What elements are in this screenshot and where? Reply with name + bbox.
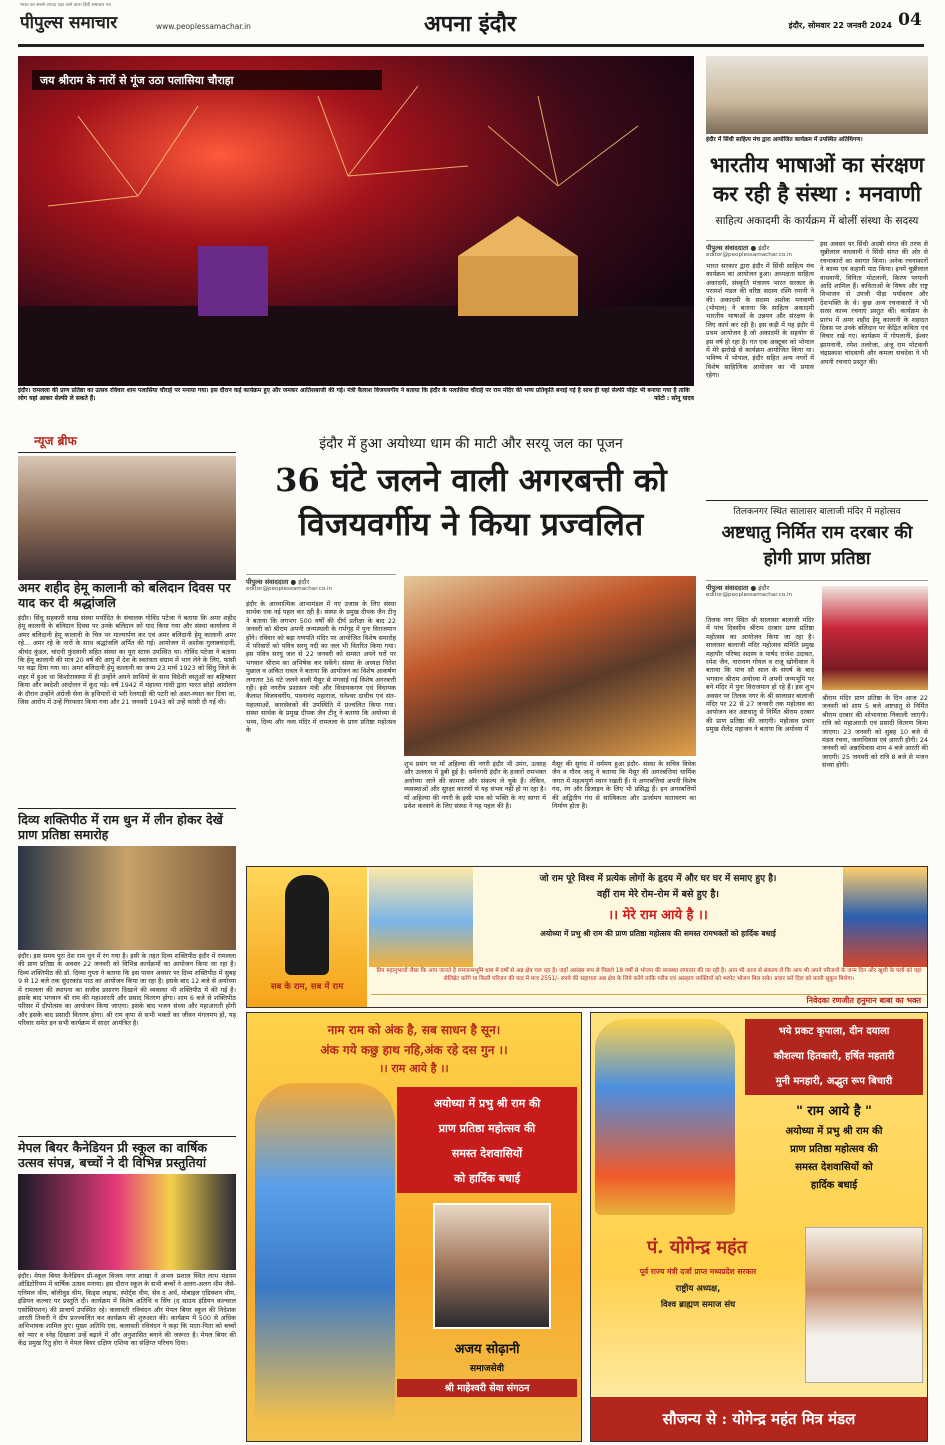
lead-photo-credit: फोटो : सोनू यादव <box>654 395 694 402</box>
masthead-tagline: भारत का सबसे ज्यादा पढ़ा जाने वाला हिंदी समाचार पत्र <box>20 3 111 8</box>
yogendra-verse-box <box>745 1019 923 1095</box>
ad-ram-line1: जो राम पूरे विश्व में प्रत्येक लोगों के हृदय में और घर घर में समाए हुए है। <box>539 874 777 884</box>
ram-portrait <box>369 867 473 967</box>
ajay-name: अजय सोढ़ानी <box>454 1342 520 1357</box>
main-story-kicker: इंदौर में हुआ अयोध्या धाम की माटी और सरयू जल का पूजन <box>319 436 623 452</box>
yogendra-verse1: भये प्रकट कृपाला, दीन दयाला <box>778 1026 890 1037</box>
byline-city: इंदौर <box>298 578 310 586</box>
yogendra-wish4: हार्दिक बधाई <box>810 1180 858 1191</box>
right-story-2-headline: अष्टधातु निर्मित राम दरबार की होगी प्राण प्रतिष्ठा <box>721 523 913 569</box>
main-story-byline: पीपुल्स संवाददाता ● इंदौर editor@peoplessamachar.co.in <box>246 574 396 594</box>
main-story-col1 <box>246 600 396 862</box>
right-story-2-col1 <box>706 616 814 860</box>
lead-photo-caption <box>18 387 694 406</box>
ajay-greeting-box <box>397 1087 577 1193</box>
ajay-wish1: अयोध्या में प्रभु श्री राम की <box>433 1097 541 1110</box>
ajay-verse3: ।। राम आये है ।। <box>379 1062 449 1075</box>
ram-archer-illustration <box>255 1083 395 1423</box>
right-story-1-headline: भारतीय भाषाओं का संरक्षण कर रही है संस्था : मनवाणी <box>709 152 925 206</box>
section-title: अपना इंदौर <box>423 11 517 37</box>
col1-text: इंदौर के आध्यात्मिक आभामंडल में नए उजास के लिए संस्था सार्थक एक नई पहल कर रही है। संस्था के प्रमुख दीपक जैन टीनू ने बताया कि लगभग 500 वर्षों की दीर्घ प्रतीक्षा के बाद 22 जनवरी को श्रीराम अपनी जन्मस्थली के गर्भगृह में पुनः विराजमान होंगे। रविवार को बड़ा गणपति मंदिर पर आयोजित विशेष समारोह में परिवारों को पवित्र सरयू नदी का जल भी वितरित किया गया। इस पवित्र सरयू जल से 22 जनवरी को समस्त अपने घरों पर भगवान श्रीराम का अभिषेक कर सकेंगे। संस्था के अध्यक्ष नितेश मुछाल व अंकित रावल ने बताया कि आयोजन का विशेष आकर्षण लगातार 36 घंटे जलने वाली मैसूर से मंगवाई गई विशेष अगरबत्ती रही। इसे नगरीय प्रशासन मंत्री और विधायकगण एवं विधायक कैलाश विजयवर्गीय, पवनानंद महाराज, घनेश्वर दाधीच एवं संत-महात्माओं, कारसेवकों की उपस्थिति में प्रज्वलित किया गया। <box>246 600 396 709</box>
ad-ram-body: प्रिय महानुभावों जैसा कि आप जानते है रामजन्मभूमि धाम में वर्षों से अन्न क्षेत्र चल रहा है। जहाँ असंख्य रूप से पिछले 18 वर्षों से भोजन की व्यवस्था लगातार की जा रही है। आप भी आज से संकल्प लें कि आप भी अपने परिजनों के जन्म दिन और खुशी के पलों को वहां सेलिब्रेट करेंगे या किसी परिजन की याद में मात्र 2551/- रुपये की सहायता अन्न क्षेत्र के लिये करेंगे ताकि गरीब एवं असहाय व्यक्तियों को भरपेट भोजन मिल सके। प्रचार करें दिल को कापी सुकून मिलेगा। <box>376 968 922 983</box>
right-story-1 <box>706 56 928 496</box>
ad-ram-line3: ।। मेरे राम आये है ।। <box>608 908 708 923</box>
masthead-rule <box>18 44 924 47</box>
ad-ram-line4: अयोध्या में प्रभु श्री राम की प्राण प्रतिष्ठा महोत्सव की समस्त रामभक्तों को हार्दिक बधाई <box>540 929 776 938</box>
yogendra-line3: विश्व ब्राह्मण समाज संघ <box>660 1300 736 1310</box>
brief-2-body: इंदौर। इस समय पूरा देश राम धुन में रंग गया है। इसी के तहत दिव्य शक्तिपीठ इंदौर में रामलला की प्राण प्रतिष्ठा के अवसर 22 जनवरी को विभिन्न कार्यक्रमों का आयोजन किया जा रहा है। दिव्य शक्तिपीठ की डॉ. दिव्या गुप्ता ने बताया कि इस पावन अवसर पर दिव्य शक्तिपीठ में सुबह 9 से 12 बजे तक सुंदरकांड पाठ का आयोजन किया जा रहा है। इसके बाद 12 बजे से अयोध्या में रामलला की स्थापना का सजीव प्रसारण दिखाने की व्यवस्था भी शक्तिपीठ में की गई है। इसके बाद भगवान श्री राम की महाआरती और प्रसाद वितरण होगा। शाम 6 बजे से शक्तिपीठ परिसर में दीपोत्सव का आयोजन किया जाएगा। इसके बाद भजन संध्या और महाआरती होगी और इसके बाद प्रसादी वितरण होगा। श्री राम कृपा से सभी भक्तों का जीवन मंगलमय हो, यह परिवार समेत इन सभी कार्यक्रम में सादर आमंत्रित है। <box>18 952 236 1028</box>
right-story-1-col2: इस अवसर पर सिंधी अदबी संगत की तरफ से चुन्नीलाल वाधवानी ने सिंधी संगत की ओर से रचनाकारों का स्वागत किया। अनेक रचनाकारों ने काव्य एवं कहानी पाठ किया। इनमें चुन्नीलाल वाधवानी, विनिता मोटलानी, किरण परयानी आदि शामिल हैं। कविताओं के विषय और राष्ट्र विभाजन से उपजी पीड़ा पर्यावरण और देशभक्ति के थे। कुछ अन्य रचनाकारों ने भी सरस काव्य रचनाएं प्रस्तुत कीं। कार्यक्रम के प्रारंभ में अमर शहीद हेमू कालानी के शहादत दिवस पर उनके बलिदान पर केंद्रित कविता एवं विचार रखे गए। कार्यक्रम में गोपलानी, ईश्वर झामनानी, रमेश तलरेजा, अंजू राम मोटवानी चंद्रप्रकाश चांदवानी और कमला सचदेवा ने भी अपनी रचनाएं प्रस्तुत की। <box>820 240 928 366</box>
brief-rule <box>18 452 236 453</box>
right-story-1-byline: पीपुल्स संवाददाता ● इंदौर editor@peoplessamachar.co.in <box>706 240 814 260</box>
right-story-2-rule <box>706 500 928 501</box>
brief-separator <box>18 808 236 809</box>
seminar-photo <box>706 56 928 134</box>
ajay-wish2: प्राण प्रतिष्ठा महोत्सव की <box>438 1122 536 1135</box>
brief-3-body: इंदौर। मेपल बियर कैनेडियन प्री-स्कूल विजय नगर शाखा ने अभय प्रशाल स्थित लाभ मंडपम ऑडिटोरियम में वार्षिक उत्सव मनाया। इस दौरान स्कूल के सभी बच्चों ने अलग-अलग थीम जैसे- एनिमल थीम, बॉलीवुड थीम, किड्स लाइफ, स्पोर्ट्स थीम, सेव द अर्थ, मोबाइल एडिक्शन थीम, इंडियन कल्चर पर प्रस्तुति दी। कार्यक्रम में विशेष अतिथि व सिंघ (द साउथ इंडियन कल्चरल एसोसिएशन) की प्राचार्य उपस्थित रहे। कलावती रविचंदन और मेपल बियर स्कूल की निदेशक आरती तिवारी ने दीप प्रज्ज्वलित कर कार्यक्रम की शुरुआत की। कार्यक्रम में 500 से अधिक अभिभावक शामिल हुए। मुख्य अतिथि एस, कलावती रविचंदन ने कहा कि माता-पिता को बच्चों को प्यार व स्नेह दिखाना उन्हें बढ़ाने में और अनुशासित बनाने की जरूरत है। मेपल बियर की केंद्र प्रमुख रितु होरा ने मेपल बियर दक्षिण एशिया का संक्षिप्त परिचय दिया। <box>18 1272 236 1348</box>
ad-ram-line2: वहीं राम मेरे रोम-रोम में बसे हुए है। <box>597 889 719 900</box>
ajay-wish3: समस्त देशवासियों <box>451 1147 523 1160</box>
ajay-wish4: को हार्दिक बधाई <box>453 1172 521 1185</box>
lead-photo <box>18 56 694 386</box>
website[interactable]: www.peoplessamachar.in <box>156 22 251 31</box>
ram-idol-panel <box>247 867 367 1007</box>
byline-name: पीपुल्स संवाददाता <box>706 584 749 592</box>
brief-2-photo <box>18 846 236 950</box>
masthead <box>0 0 945 48</box>
brief-label: न्यूज ब्रीफ <box>34 434 77 448</box>
ad-ajay-sodhani <box>246 1012 582 1442</box>
right-story-2-col2: श्रीराम मंदिर प्राण प्रतिष्ठा के दिन आज 22 जनवरी को शाम 5 बजे अष्टधातु से निर्मित श्रीराम दरबार की शोभायात्रा निकाली जाएगी। रात्रि को महाआरती एवं प्रसादी वितरण किया जाएगा। 23 जनवरी को सुबह 10 बजे से मंडल रचना, जलाधिवास एवं आरती होगी। 24 जनवरी को अन्नाधिवास शाम 4 बजे आरती की जाएगी। 25 जनवरी को रात्रि 8 बजे से भजन संध्या होगी। <box>822 694 928 770</box>
main-story-headline: 36 घंटे जलने वाली अगरबत्ती को विजयवर्गीय ने किया प्रज्वलित <box>275 461 667 543</box>
byline-name: पीपुल्स संवाददाता <box>706 244 749 252</box>
ram-idol-figure <box>285 875 329 975</box>
yogendra-line1: पूर्व राज्य मंत्री दर्जा प्राप्त मध्यप्रदेश सरकार <box>639 1267 757 1276</box>
brand-logo: पीपुल्स समाचार <box>20 13 118 33</box>
byline-name: पीपुल्स संवाददाता <box>246 578 289 586</box>
byline-city: इंदौर <box>758 244 770 252</box>
ram-darbar-photo <box>822 586 928 690</box>
page-number: 04 <box>898 10 922 30</box>
seminar-photo-caption: इंदौर में सिंधी साहित्य मंच द्वारा आयोजित कार्यक्रम में उपस्थित अतिथिगण। <box>706 137 863 143</box>
brief-2-headline: दिव्य शक्तिपीठ में राम धुन में लीन होकर देखें प्राण प्रतिष्ठा समारोह <box>18 812 223 842</box>
ajay-org: श्री माहेश्वरी सेवा संगठन <box>397 1379 577 1397</box>
yogendra-line2: राष्ट्रीय अध्यक्ष, <box>675 1284 721 1294</box>
brief-1-photo <box>18 456 236 580</box>
ad-yogendra-mahant <box>590 1012 928 1442</box>
right-story-1-subhead: साहित्य अकादमी के कार्यक्रम में बोलीं संस्था के सदस्य <box>715 215 919 227</box>
yogendra-name: पं. योगेन्द्र महंत <box>647 1237 747 1258</box>
news-brief-column <box>18 432 236 1442</box>
byline-email[interactable]: editor@peoplessamachar.co.in <box>706 592 793 598</box>
brief-3-photo <box>18 1174 236 1270</box>
col1-end: महोत्सव प्रचार प्रमुख शैलेंद्र महाजन ने बताया कि अयोध्या में <box>706 716 814 734</box>
brief-3-headline: मेपल बियर कैनेडियन प्री स्कूल का वार्षिक उत्सव संपन्न, बच्चों ने दी विभिन्न प्रस्तुतियां <box>18 1140 207 1170</box>
col1-end: संस्था सार्थक के प्रमुख दीपक जैन टीनू ने बताया कि अयोध्या से भव्य, दिव्य और नव्य मंदिर में रामलला के प्राण प्रतिष्ठा महोत्सव के <box>246 709 396 735</box>
lead-photo-banner: जय श्रीराम के नारों से गूंज उठा पलासिया चौराहा <box>32 70 382 90</box>
ajay-verse1: नाम राम को अंक है, सब साधन है सून। <box>327 1023 501 1037</box>
ajay-title: समाजसेवी <box>470 1364 504 1374</box>
ad-ram-bhakt <box>246 866 928 1008</box>
main-story-photo <box>404 576 696 756</box>
lead-photo-block <box>18 56 694 406</box>
brief-1-body: इंदौर। सिंधु सहकारी साख संस्था मर्यादित के संचालक गोविंद पटेजा ने बताया कि अमर शहीद हेमू कालानी के बलिदान दिवस पर उनके बलिदान को याद किया गया और संस्था कार्यालय में अमर बलिदानी हेमू कालानी के चित्र पर माल्यार्पण कर एवं अमर बलिदानी हेमू कालानी अमर रहे... अमर रहे के नारों के साथ श्रद्धांजलि अर्पित की गई। आयोजन में अशोक गुलाबचंदानी, श्रीचंद कुंडल, चांदनी फुंदवानी सहित संस्था का पूरा स्टाफ उपस्थित था। गोविंद पटेजा ने बताया कि हेमू कालानी की मात्र 20 वर्ष की आयु में देश के स्वतंत्रता संग्राम में भाग लेने के लिए, फांसी पर चढ़ा दिया गया था। अमर बलिदानी हेमू कालानी का जन्म 23 मार्च 1923 को सिंधु जिले के शहर में हुआ था किशोरावस्था में ही उन्होंने अपने साथियों के साथ विदेशी वस्तुओं का बहिष्कार किया और स्वदेशी आंदोलन में कूद पड़े। वर्ष 1942 में महात्मा गांधी द्वारा भारत छोड़ो आंदोलन के दौरान उन्होंने अंग्रेजी सेना के हथियारों से भरी रेलगाड़ी की पटरी को अस्त-व्यस्त कर दिया था, जिस आरोप में उन्हें गिरफ्तार किया गया और 21 जनवरी 1943 को उन्हें फांसी दी गई थी। <box>18 614 236 707</box>
main-story <box>246 432 696 862</box>
fireworks-illustration <box>18 56 694 386</box>
yogendra-verse3: मुनी मनहारी, अद्भुत रूप बिचारी <box>775 1076 893 1087</box>
brief-1-headline: अमर शहीद हेमू कालानी को बलिदान दिवस पर याद कर दी श्रद्धांजलि <box>18 580 231 610</box>
right-story-2 <box>706 500 928 860</box>
yogendra-portrait <box>805 1227 923 1383</box>
brief-separator <box>18 1136 236 1137</box>
right-story-2-kicker: तिलकनगर स्थित सालासर बालाजी मंदिर में महोत्सव <box>733 507 901 517</box>
yogendra-wish1: अयोध्या में प्रभु श्री राम की <box>785 1126 883 1137</box>
dateline: इंदौर, सोमवार 22 जनवरी 2024 <box>788 21 892 30</box>
ajay-verse2: अंक गये कछु हाथ नहि,अंक रहे दस गुन ।। <box>320 1043 508 1057</box>
lead-caption-text: इंदौर। रामलला की प्राण प्रतिष्ठा का उत्सव रविवार शाम पलासिया चौराहे पर मनाया गया। इस दौरान कई कार्यक्रम हुए और जमकर आतिशबाजी की गई। मंत्री कैलाश विजयवर्गीय ने बताया कि इंदौर के पलासिया चौराहे पर राम मंदिर की भव्य प्रतिकृति बनाई गई है साथ ही यहां सेल्फी पॉइंट भी बनाया गया है ताकि लोग यहां आकर सेल्फी ले सकते हैं। <box>18 387 690 402</box>
right-story-2-byline: पीपुल्स संवाददाता ● इंदौर editor@peoplessamachar.co.in <box>706 580 928 600</box>
ram-idol-caption: सब के राम, सब में राम <box>270 982 344 992</box>
right-story-1-col1: भारत सरकार द्वारा इंदौर में सिंधी साहित्य मंच कार्यक्रम का आयोजन हुआ। अध्यक्षता साहित्य अकादमी, संस्कृति मंत्रालय भारत सरकार के परामर्श मंडल की वरिष्ठ सदस्य रश्मि रमानी ने की। अकादमी के सदस्य अशोक मनवाणी (भोपाल) ने बताया कि साहित्य अकादमी भारतीय भाषाओं के उन्नयन और संरक्षण के लिए कार्य कर रही है। इस कड़ी में यह इंदौर में प्रथम आयोजन है जो अकादमी के सहयोग से इस वर्ष हो रहा है। गत एक अक्टूबर को भोपाल में मेरे झरोखे से कार्यक्रम आयोजित किया था। भविष्य में भोपाल, इंदौर सहित अन्य नगरों में विशेष साहित्यिक आयोजन का भी प्रयास रहेगा। <box>706 262 814 380</box>
hanuman-portrait <box>843 867 927 967</box>
byline-email[interactable]: editor@peoplessamachar.co.in <box>246 586 333 592</box>
yogendra-footer: सौजन्य से : योगेन्द्र महंत मित्र मंडल <box>591 1397 927 1441</box>
yogendra-wish2: प्राण प्रतिष्ठा महोत्सव की <box>790 1144 878 1155</box>
col1-text: तिलक नगर स्थित श्री सालासर बालाजी मंदिर में पांच दिवसीय श्रीराम दरबार प्राण प्रतिष्ठा महोत्सव का आयोजन किया जा रहा है। सालासर बालाजी मंदिर महोत्सव समिति प्रमुख महापौर परिषद सदस्य व पार्षद राजेश उदावत, रमेश जैन, नारायण गोयल व राजू खोनीवाल ने बताया कि पांच सौ साल के संघर्ष के बाद भगवान श्रीराम अयोध्या में अपनी जन्मभूमि पर बने मंदिर में पुनः विराजमान हो रहे हैं। इस शुभ अवसर पर तिलक नगर के श्री सालासर बालाजी मंदिर पर 22 से 27 जनवरी तक महोत्सव का आयोजन कर अष्टधातु से निर्मित श्रीराम दरबार की प्राण प्रतिष्ठा की जाएगी। <box>706 616 814 725</box>
main-story-col3: मैसूर की सुगंध में धर्ममय हुआ इंदौर- संस्था के सचिव विवेक जैन व गौरव जादू ने बताया कि मैसूर की अगरबत्तियां धार्मिक जगत में महत्वपूर्ण स्थान रखती हैं। ये अगरबत्तियां अपनी विशेष गंध, रंग और डिजाइन के लिए भी प्रसिद्ध हैं। इन अगरबत्तियों की अद्वितीय गंध से सात्विकता और ऊर्जामय वातावरण का निर्माण होता है। <box>552 760 696 811</box>
byline-email[interactable]: editor@peoplessamachar.co.in <box>706 252 793 258</box>
yogendra-tag: " राम आये है " <box>796 1104 872 1119</box>
ram-blessing-illustration <box>595 1019 735 1215</box>
ad-ram-footer: निवेदकः रणजीत हनुमान बाबा का भक्त <box>371 994 927 1007</box>
yogendra-wish3: समस्त देशवासियों को <box>795 1162 873 1173</box>
ajay-portrait <box>433 1203 551 1329</box>
yogendra-verse2: कौशल्या हितकारी, हर्षित महतारी <box>773 1051 895 1062</box>
byline-city: इंदौर <box>758 584 770 592</box>
main-story-col2: शुभ प्रसंग पर माँ अहिल्या की नगरी इंदौर भी उमंग, उत्साह और उल्लास में डूबी हुई है। धर्मनगरी इंदौर के हजारों रामभक्त अयोध्या जाने की कामना और संकल्प ले चुके हैं। लेकिन, व्यवस्थाओं और सुरक्षा कारणों से यह संभव नहीं हो पा रहा है। माँ अहिल्या की नगरी के इसी भाव को भक्ति के नए सागर में प्रवेश करवाने के लिए संस्था ने यह पहल की है। <box>404 760 546 811</box>
